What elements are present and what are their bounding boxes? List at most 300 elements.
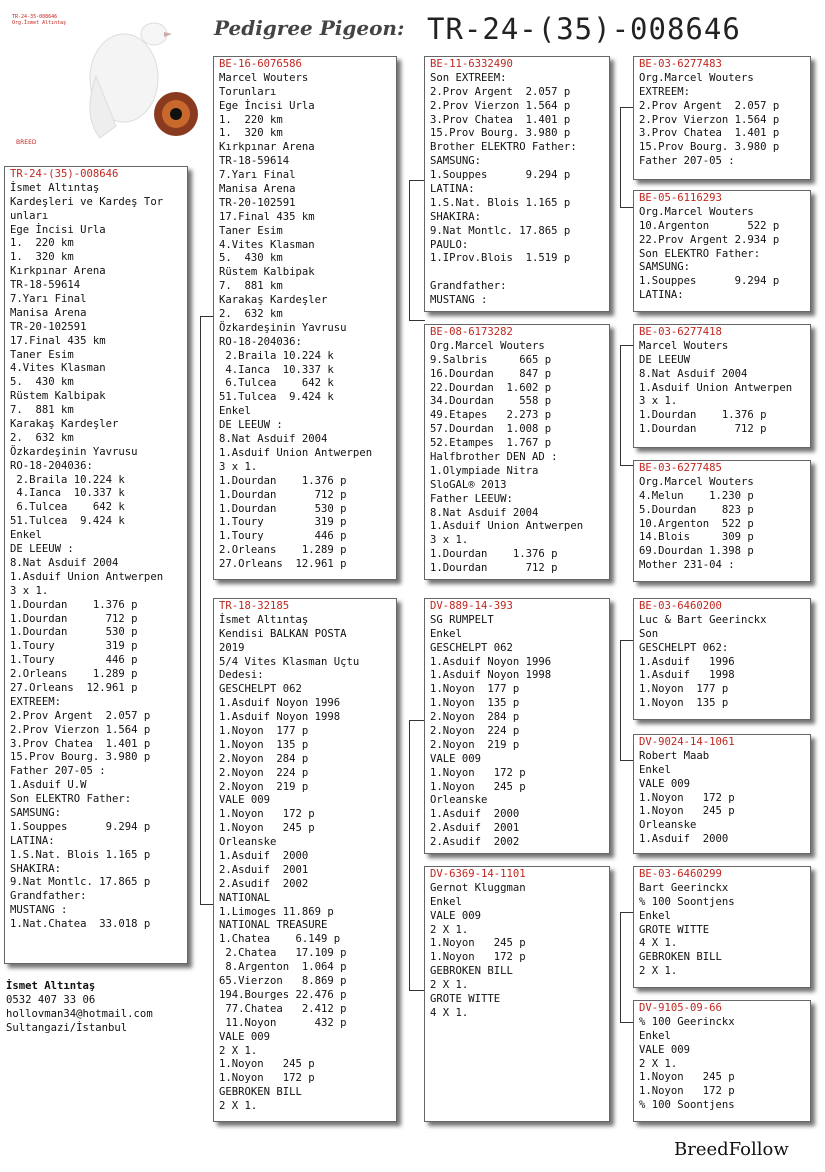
connector-dss xyxy=(620,640,634,641)
pedigree-line: 1.Dourdan 530 p xyxy=(10,626,138,639)
pedigree-line: 1.Noyon 172 p xyxy=(219,1072,315,1085)
pedigree-line: GESCHELPT 062 xyxy=(219,683,302,696)
pedigree-line: 7.Yarı Final xyxy=(10,293,87,306)
pedigree-line: 2 X 1. xyxy=(219,1044,258,1057)
pedigree-line: 27.Orleans 12.961 p xyxy=(10,681,138,694)
pedigree-line: 1.Asduif Union Antwerpen xyxy=(10,570,164,583)
pedigree-line: 1.Asduif 2000 xyxy=(639,833,729,846)
pedigree-line xyxy=(430,266,604,280)
connector-sss xyxy=(620,107,634,108)
pedigree-line: 1. 220 km xyxy=(10,237,74,250)
connector-ss-vertical xyxy=(620,107,621,207)
connector-dd xyxy=(409,990,425,991)
pedigree-line: 2019 xyxy=(219,641,245,654)
ssd-card xyxy=(633,190,811,312)
connector-dsd xyxy=(620,760,634,761)
pedigree-line: Orleanske xyxy=(430,794,488,807)
pedigree-line: 2.Asduif 2001 xyxy=(219,863,309,876)
pedigree-line: 57.Dourdan 1.008 p xyxy=(430,423,552,436)
connector-sdd xyxy=(620,465,634,466)
pedigree-line: LATINA: xyxy=(639,289,684,302)
pedigree-line: 1.Chatea 6.149 p xyxy=(219,933,341,946)
pedigree-line: 1.Noyon 245 p xyxy=(219,822,315,835)
ring-id: DV-9024-14-1061 xyxy=(639,736,735,748)
pedigree-line: 2 X 1. xyxy=(430,979,469,992)
page-title: Pedigree Pigeon: xyxy=(214,16,405,40)
pedigree-line: 4.Vites Klasman xyxy=(10,362,106,375)
ring-id: DV-6369-14-1101 xyxy=(430,868,526,880)
pedigree-line: Marcel Wouters xyxy=(219,71,309,84)
pedigree-line: TR-20-102591 xyxy=(10,320,87,333)
pedigree-line: 2. 632 km xyxy=(219,308,283,321)
connector-sds xyxy=(620,345,634,346)
pedigree-line: 3 x 1. xyxy=(430,534,469,547)
pedigree-line: 1.Noyon 172 p xyxy=(430,766,526,779)
pedigree-line: Father 207-05 : xyxy=(639,155,735,168)
pedigree-line: 1.Noyon 135 p xyxy=(639,697,729,710)
pedigree-line: 1.Asduif Noyon 1998 xyxy=(219,711,341,724)
pedigree-line: 3.Prov Chatea 1.401 p xyxy=(430,113,571,126)
pedigree-line: 2. 632 km xyxy=(10,431,74,444)
pedigree-line: 1.Dourdan 712 p xyxy=(10,612,138,625)
pedigree-line: VALE 009 xyxy=(430,909,482,922)
pedigree-line: Son EXTREEM: xyxy=(430,71,507,84)
pedigree-line: GROTE WITTE xyxy=(430,993,501,1006)
pedigree-line: Kendisi BALKAN POSTA xyxy=(219,627,347,640)
pedigree-line: 1.Noyon 245 p xyxy=(219,1058,315,1071)
pedigree-line: TR-20-102591 xyxy=(219,196,296,209)
ring-id: BE-03-6277418 xyxy=(639,326,722,338)
ring-id: BE-03-6277483 xyxy=(639,58,722,70)
connector-dam xyxy=(200,904,214,905)
ring-id: TR-24-(35)-008646 xyxy=(10,168,119,180)
pedigree-line: SAMSUNG: xyxy=(10,806,62,819)
pedigree-line: Ege İncisi Urla xyxy=(219,99,315,112)
pedigree-line: 5. 430 km xyxy=(10,376,74,389)
pedigree-line: 1.Noyon 245 p xyxy=(639,805,735,818)
pedigree-line: RO-18-204036: xyxy=(219,335,302,348)
pedigree-line: TR-18-59614 xyxy=(219,155,290,168)
pedigree-line: 1.Asduif 1996 xyxy=(639,655,735,668)
pedigree-line: 51.Tulcea 9.424 k xyxy=(219,391,334,404)
pedigree-line: Brother ELEKTRO Father: xyxy=(430,141,577,154)
pedigree-line: Enkel xyxy=(10,529,42,542)
pedigree-line: Orleanske xyxy=(639,819,697,832)
pedigree-line: 5/4 Vites Klasman Uçtu xyxy=(219,655,360,668)
pedigree-line: Torunları xyxy=(219,85,277,98)
pedigree-line: 2.Noyon 284 p xyxy=(219,752,309,765)
pedigree-line: Ege İncisi Urla xyxy=(10,223,106,236)
pedigree-line: 22.Prov Argent 2.934 p xyxy=(639,233,780,246)
pedigree-line: LATINA: xyxy=(430,183,475,196)
pedigree-line: 1.Noyon 245 p xyxy=(639,1071,735,1084)
pedigree-line: 1.Dourdan 712 p xyxy=(430,562,558,575)
sire-dam-card xyxy=(424,324,610,580)
pedigree-line: 1.Souppes 9.294 p xyxy=(639,275,780,288)
pedigree-line: 2.Asudif 2002 xyxy=(219,877,309,890)
pedigree-line: 1.Dourdan 712 p xyxy=(219,488,347,501)
pedigree-line: Grandfather: xyxy=(10,890,87,903)
pedigree-line: NATIONAL TREASURE xyxy=(219,919,328,932)
pedigree-line: 34.Dourdan 558 p xyxy=(430,395,552,408)
pedigree-line: GEBROKEN BILL xyxy=(430,965,513,978)
pedigree-line: NATIONAL xyxy=(219,891,271,904)
pedigree-line: 7.Yarı Final xyxy=(219,169,296,182)
pedigree-line: 6.Tulcea 642 k xyxy=(10,501,125,514)
pedigree-line: 2.Asudif 2002 xyxy=(430,836,520,849)
owner-email: hollovman34@hotmail.com xyxy=(6,1008,153,1020)
pedigree-line: 2.Chatea 17.109 p xyxy=(219,947,347,960)
dds-card xyxy=(633,866,811,988)
pedigree-line: VALE 009 xyxy=(639,1043,691,1056)
pedigree-line: Org.Marcel Wouters xyxy=(430,339,545,352)
pedigree-line: Taner Esim xyxy=(10,348,74,361)
pedigree-line: Taner Esim xyxy=(219,224,283,237)
pedigree-line: 1.Noyon 245 p xyxy=(430,937,526,950)
pedigree-line: SloGAL® 2013 xyxy=(430,478,507,491)
owner-contact xyxy=(6,979,153,1035)
pedigree-line: TR-18-59614 xyxy=(10,279,81,292)
pedigree-line: Robert Maab xyxy=(639,749,710,762)
pedigree-line: DE LEEUW : xyxy=(219,419,283,432)
connector-dam-vertical xyxy=(409,720,410,990)
pedigree-line: 1.Noyon 135 p xyxy=(430,697,520,710)
ring-id: BE-11-6332490 xyxy=(430,58,513,70)
pedigree-line: 2.Braila 10.224 k xyxy=(10,473,125,486)
pedigree-line: 2.Noyon 284 p xyxy=(430,711,520,724)
sire-card xyxy=(213,56,397,580)
pedigree-line: 1.Asduif Union Antwerpen xyxy=(430,520,584,533)
pedigree-line: 1. 320 km xyxy=(10,251,74,264)
pedigree-line: 4 X 1. xyxy=(639,937,678,950)
pedigree-line: 1.Asduif 1998 xyxy=(639,669,735,682)
pedigree-line: 10.Argenton 522 p xyxy=(639,219,780,232)
pedigree-line: 1.Toury 319 p xyxy=(219,516,347,529)
pedigree-line: Dedesi: xyxy=(219,669,264,682)
pedigree-line: Luc & Bart Geerinckx xyxy=(639,613,767,626)
pedigree-line: 1.S.Nat. Blois 1.165 p xyxy=(10,848,151,861)
pedigree-line: 8.Argenton 1.064 p xyxy=(219,961,347,974)
ring-id: DV-9105-09-66 xyxy=(639,1002,722,1014)
pedigree-line: 2.Prov Vierzon 1.564 p xyxy=(430,99,571,112)
dsd-card xyxy=(633,734,811,854)
pedigree-line: 1.Dourdan 1.376 p xyxy=(10,598,138,611)
pedigree-line: 22.Dourdan 1.602 p xyxy=(430,381,552,394)
pedigree-line: 1.Limoges 11.869 p xyxy=(219,905,334,918)
pedigree-line: 1.Noyon 172 p xyxy=(219,808,315,821)
pedigree-line: Marcel Wouters xyxy=(639,339,729,352)
subject-card xyxy=(4,166,188,964)
pigeon-photo xyxy=(4,6,200,154)
pedigree-line: 2.Prov Argent 2.057 p xyxy=(639,99,780,112)
pedigree-line: 8.Nat Asduif 2004 xyxy=(219,433,328,446)
pedigree-line: 2.Noyon 224 p xyxy=(219,766,309,779)
pedigree-line: Father 207-05 : xyxy=(10,765,106,778)
pedigree-line: 4 X 1. xyxy=(430,1006,469,1019)
pedigree-line: EXTREEM: xyxy=(639,85,691,98)
pedigree-line: DE LEEUW : xyxy=(10,543,74,556)
pedigree-line: 1.Noyon 245 p xyxy=(430,780,526,793)
pedigree-line: GESCHELPT 062: xyxy=(639,641,729,654)
pedigree-line: Karakaş Kardeşler xyxy=(10,418,119,431)
pedigree-line: 7. 881 km xyxy=(10,404,74,417)
ring-id: TR-18-32185 xyxy=(219,600,290,612)
connector-dds xyxy=(620,912,634,913)
pedigree-line: 4.Ianca 10.337 k xyxy=(10,487,125,500)
pedigree-line: 1.Asduif Noyon 1998 xyxy=(430,669,552,682)
pedigree-line: 2.Noyon 219 p xyxy=(219,780,309,793)
pedigree-line: 27.Orleans 12.961 p xyxy=(219,558,347,571)
pedigree-line: 65.Vierzon 8.869 p xyxy=(219,975,347,988)
pedigree-line: İsmet Altıntaş xyxy=(219,613,309,626)
pedigree-line: Gernot Kluggman xyxy=(430,881,526,894)
pedigree-line: 1.Toury 446 p xyxy=(219,530,347,543)
pedigree-line: 9.Nat Montlc. 17.865 p xyxy=(10,876,151,889)
pedigree-line: DE LEEUW xyxy=(639,353,691,366)
ring-id: DV-889-14-393 xyxy=(430,600,513,612)
pedigree-line: GEBROKEN BILL xyxy=(219,1086,302,1099)
pedigree-line: 3.Prov Chatea 1.401 p xyxy=(639,127,780,140)
pedigree-line: % 100 Geerinckx xyxy=(639,1015,735,1028)
ring-id: BE-08-6173282 xyxy=(430,326,513,338)
pedigree-line: unları xyxy=(10,209,49,222)
pedigree-line: 9.Nat Montlc. 17.865 p xyxy=(430,224,571,237)
pedigree-line: Kardeşleri ve Kardeş Tor xyxy=(10,195,164,208)
pedigree-line: 1.Dourdan 1.376 p xyxy=(430,548,558,561)
pedigree-line: GESCHELPT 062 xyxy=(430,641,513,654)
photo-caption xyxy=(12,14,66,26)
pedigree-line: 14.Blois 309 p xyxy=(639,531,754,544)
pedigree-line: 2.Prov Vierzon 1.564 p xyxy=(639,113,780,126)
ring-number: TR-24-(35)-008646 xyxy=(427,12,741,46)
pedigree-line: GROTE WITTE xyxy=(639,923,710,936)
pedigree-line: 1.S.Nat. Blois 1.165 p xyxy=(430,196,571,209)
pedigree-line: Enkel xyxy=(430,895,462,908)
pedigree-line: İsmet Altıntaş xyxy=(10,181,100,194)
pedigree-line: 8.Nat Asduif 2004 xyxy=(430,506,539,519)
pedigree-line: 2.Prov Argent 2.057 p xyxy=(10,709,151,722)
pedigree-line: SG RUMPELT xyxy=(430,613,494,626)
pedigree-line: 1.Noyon 177 p xyxy=(639,683,729,696)
svg-text:BREED: BREED xyxy=(16,139,37,146)
connector-sire-vertical xyxy=(409,180,410,320)
photo-caption-ring: TR-24-35-008646 xyxy=(12,14,58,20)
pedigree-line: Enkel xyxy=(639,1029,671,1042)
pedigree-line: 15.Prov Bourg. 3.980 p xyxy=(430,127,571,140)
pedigree-line: 5.Dourdan 823 p xyxy=(639,503,754,516)
pedigree-line: GEBROKEN BILL xyxy=(639,951,722,964)
ring-id: BE-16-6076586 xyxy=(219,58,302,70)
pedigree-line: 1. 320 km xyxy=(219,127,283,140)
sss-card xyxy=(633,56,811,180)
owner-city: Sultangazi/İstanbul xyxy=(6,1022,128,1034)
pedigree-line: Halfbrother DEN AD : xyxy=(430,451,558,464)
pedigree-line: RO-18-204036: xyxy=(10,459,93,472)
pedigree-line: Rüstem Kalbipak xyxy=(10,390,106,403)
pedigree-line: 4.Vites Klasman xyxy=(219,238,315,251)
brand-logo-text: BreedFollow xyxy=(674,1139,789,1160)
pedigree-line: VALE 009 xyxy=(430,752,482,765)
pedigree-line: 8.Nat Asduif 2004 xyxy=(10,556,119,569)
dam-card xyxy=(213,598,397,1122)
pedigree-line: 1.Olympiade Nitra xyxy=(430,464,539,477)
pedigree-line: 1.Noyon 135 p xyxy=(219,738,309,751)
pedigree-line: 1.Asduif Noyon 1996 xyxy=(430,655,552,668)
pedigree-line: Grandfather: xyxy=(430,280,507,293)
pedigree-line: 1.Dourdan 712 p xyxy=(639,423,767,436)
pedigree-line: 1.Asduif 2000 xyxy=(219,850,309,863)
pedigree-line: Manisa Arena xyxy=(219,183,296,196)
dss-card xyxy=(633,598,811,720)
ring-id: BE-03-6460299 xyxy=(639,868,722,880)
pedigree-line: VALE 009 xyxy=(219,1030,271,1043)
pedigree-line: 2.Asduif 2001 xyxy=(430,822,520,835)
pedigree-line: Son xyxy=(639,627,659,640)
pedigree-line: 3.Prov Chatea 1.401 p xyxy=(10,737,151,750)
pedigree-line: Enkel xyxy=(219,405,251,418)
connector-sire xyxy=(200,316,214,317)
pedigree-line: 1.IProv.Blois 1.519 p xyxy=(430,252,571,265)
pedigree-line: 17.Final 435 km xyxy=(10,334,106,347)
pedigree-line: 2.Prov Argent 2.057 p xyxy=(430,85,571,98)
pedigree-line: 1.Asduif U.W xyxy=(10,779,87,792)
connector-sd-vertical xyxy=(620,345,621,465)
sire-sire-card xyxy=(424,56,610,312)
pedigree-line: 1.Dourdan 1.376 p xyxy=(639,409,767,422)
pedigree-line: 10.Argenton 522 p xyxy=(639,517,754,530)
pedigree-line: 7. 881 km xyxy=(219,280,283,293)
pedigree-line: 6.Tulcea 642 k xyxy=(219,377,334,390)
pedigree-line: 3 x 1. xyxy=(639,395,678,408)
pedigree-line: 77.Chatea 2.412 p xyxy=(219,1002,347,1015)
pedigree-line: 8.Nat Asduif 2004 xyxy=(639,367,748,380)
pedigree-line: 5. 430 km xyxy=(219,252,283,265)
pedigree-line: Rüstem Kalbipak xyxy=(219,266,315,279)
pedigree-line: 1.Noyon 177 p xyxy=(430,683,520,696)
pedigree-line: SHAKIRA: xyxy=(10,862,62,875)
owner-phone: 0532 407 33 06 xyxy=(6,994,96,1006)
connector-ds xyxy=(409,720,425,721)
pedigree-line: SAMSUNG: xyxy=(639,261,691,274)
pedigree-line: Son ELEKTRO Father: xyxy=(10,793,132,806)
pedigree-line: 1.Nat.Chatea 33.018 p xyxy=(10,918,151,931)
pedigree-line: 1.Toury 319 p xyxy=(10,640,138,653)
pedigree-line: SHAKIRA: xyxy=(430,210,482,223)
pedigree-line: 11.Noyon 432 p xyxy=(219,1016,347,1029)
pedigree-line: 4.Ianca 10.337 k xyxy=(219,363,334,376)
pedigree-line: 2.Prov Vierzon 1.564 p xyxy=(10,723,151,736)
pedigree-line: 1.Noyon 177 p xyxy=(219,725,309,738)
connector-ddd xyxy=(620,1022,634,1023)
owner-name: İsmet Altıntaş xyxy=(6,980,96,992)
pedigree-line: Enkel xyxy=(430,627,462,640)
pedigree-line: Kırkpınar Arena xyxy=(10,265,106,278)
pedigree-line: 1.Souppes 9.294 p xyxy=(430,169,571,182)
pedigree-line: 2 X 1. xyxy=(639,965,678,978)
pedigree-line: LATINA: xyxy=(10,834,55,847)
photo-caption-owner: Org.İsmet Altıntaş xyxy=(12,20,67,26)
pedigree-line: 2 X 1. xyxy=(430,923,469,936)
pedigree-line: SAMSUNG: xyxy=(430,155,482,168)
pedigree-line: Mother 231-04 : xyxy=(639,559,735,572)
pedigree-line: 2.Noyon 224 p xyxy=(430,725,520,738)
ring-id: BE-05-6116293 xyxy=(639,192,722,204)
pedigree-line: 2.Noyon 219 p xyxy=(430,738,520,751)
pedigree-line: 15.Prov Bourg. 3.980 p xyxy=(639,141,780,154)
pedigree-line: 1.Noyon 172 p xyxy=(430,951,526,964)
pedigree-line: 2.Orleans 1.289 p xyxy=(219,544,347,557)
pedigree-line: 1.Asduif Noyon 1996 xyxy=(219,697,341,710)
pedigree-line: 3 x 1. xyxy=(10,584,49,597)
connector-sd xyxy=(409,320,425,321)
pedigree-line: 17.Final 435 km xyxy=(219,210,315,223)
pedigree-line: VALE 009 xyxy=(639,777,691,790)
pedigree-line: 4.Melun 1.230 p xyxy=(639,489,754,502)
pedigree-line: 1.Noyon 172 p xyxy=(639,1085,735,1098)
pedigree-line: 15.Prov Bourg. 3.980 p xyxy=(10,751,151,764)
dam-dam-card xyxy=(424,866,610,1122)
connector-ds-vertical xyxy=(620,640,621,760)
pedigree-line: 1.Dourdan 530 p xyxy=(219,502,347,515)
pedigree-line: % 100 Soontjens xyxy=(639,1099,735,1112)
pedigree-line: PAULO: xyxy=(430,238,469,251)
pedigree-line: Enkel xyxy=(639,763,671,776)
pedigree-line: 2.Braila 10.224 k xyxy=(219,349,334,362)
pedigree-line: 194.Bourges 22.476 p xyxy=(219,988,347,1001)
sds-card xyxy=(633,324,811,448)
pedigree-line: 1.Asduif 2000 xyxy=(430,808,520,821)
pedigree-line: 69.Dourdan 1.398 p xyxy=(639,545,754,558)
pedigree-line: Özkardeşinin Yavrusu xyxy=(10,445,138,458)
ddd-card xyxy=(633,1000,811,1122)
connector-ssd xyxy=(620,207,634,208)
pedigree-line: VALE 009 xyxy=(219,794,271,807)
ring-id: BE-03-6460200 xyxy=(639,600,722,612)
pedigree-line: 9.Salbris 665 p xyxy=(430,353,552,366)
sdd-card xyxy=(633,460,811,582)
pedigree-line: Org.Marcel Wouters xyxy=(639,205,754,218)
pedigree-line: 1.Souppes 9.294 p xyxy=(10,820,151,833)
pedigree-line: 2 X 1. xyxy=(639,1057,678,1070)
pedigree-line: 51.Tulcea 9.424 k xyxy=(10,515,125,528)
pedigree-line: Orleanske xyxy=(219,836,277,849)
pedigree-line: 1.Asduif Union Antwerpen xyxy=(219,446,373,459)
ring-id: BE-03-6277485 xyxy=(639,462,722,474)
pedigree-line: 1.Noyon 172 p xyxy=(639,791,735,804)
connector-ss xyxy=(409,180,425,181)
pedigree-line: Manisa Arena xyxy=(10,306,87,319)
pedigree-line: EXTREEM: xyxy=(10,695,62,708)
pedigree-line: 16.Dourdan 847 p xyxy=(430,367,552,380)
pedigree-line: 1.Toury 446 p xyxy=(10,654,138,667)
pedigree-line: Father LEEUW: xyxy=(430,492,513,505)
pedigree-line: Bart Geerinckx xyxy=(639,881,729,894)
pedigree-line: 2 X 1. xyxy=(219,1100,258,1113)
pedigree-line: Son ELEKTRO Father: xyxy=(639,247,761,260)
pedigree-line: Özkardeşinin Yavrusu xyxy=(219,321,347,334)
connector-subject-vertical xyxy=(200,316,201,904)
pedigree-line: MUSTANG : xyxy=(430,294,488,307)
pedigree-line: 49.Etapes 2.273 p xyxy=(430,409,552,422)
connector-dd-vertical xyxy=(620,912,621,1022)
pedigree-line: MUSTANG : xyxy=(10,904,68,917)
pedigree-line: Org.Marcel Wouters xyxy=(639,475,754,488)
pedigree-line: % 100 Soontjens xyxy=(639,895,735,908)
pedigree-line: 1.Dourdan 1.376 p xyxy=(219,474,347,487)
pedigree-line: Org.Marcel Wouters xyxy=(639,71,754,84)
pedigree-line: Karakaş Kardeşler xyxy=(219,294,328,307)
dam-sire-card xyxy=(424,598,610,854)
